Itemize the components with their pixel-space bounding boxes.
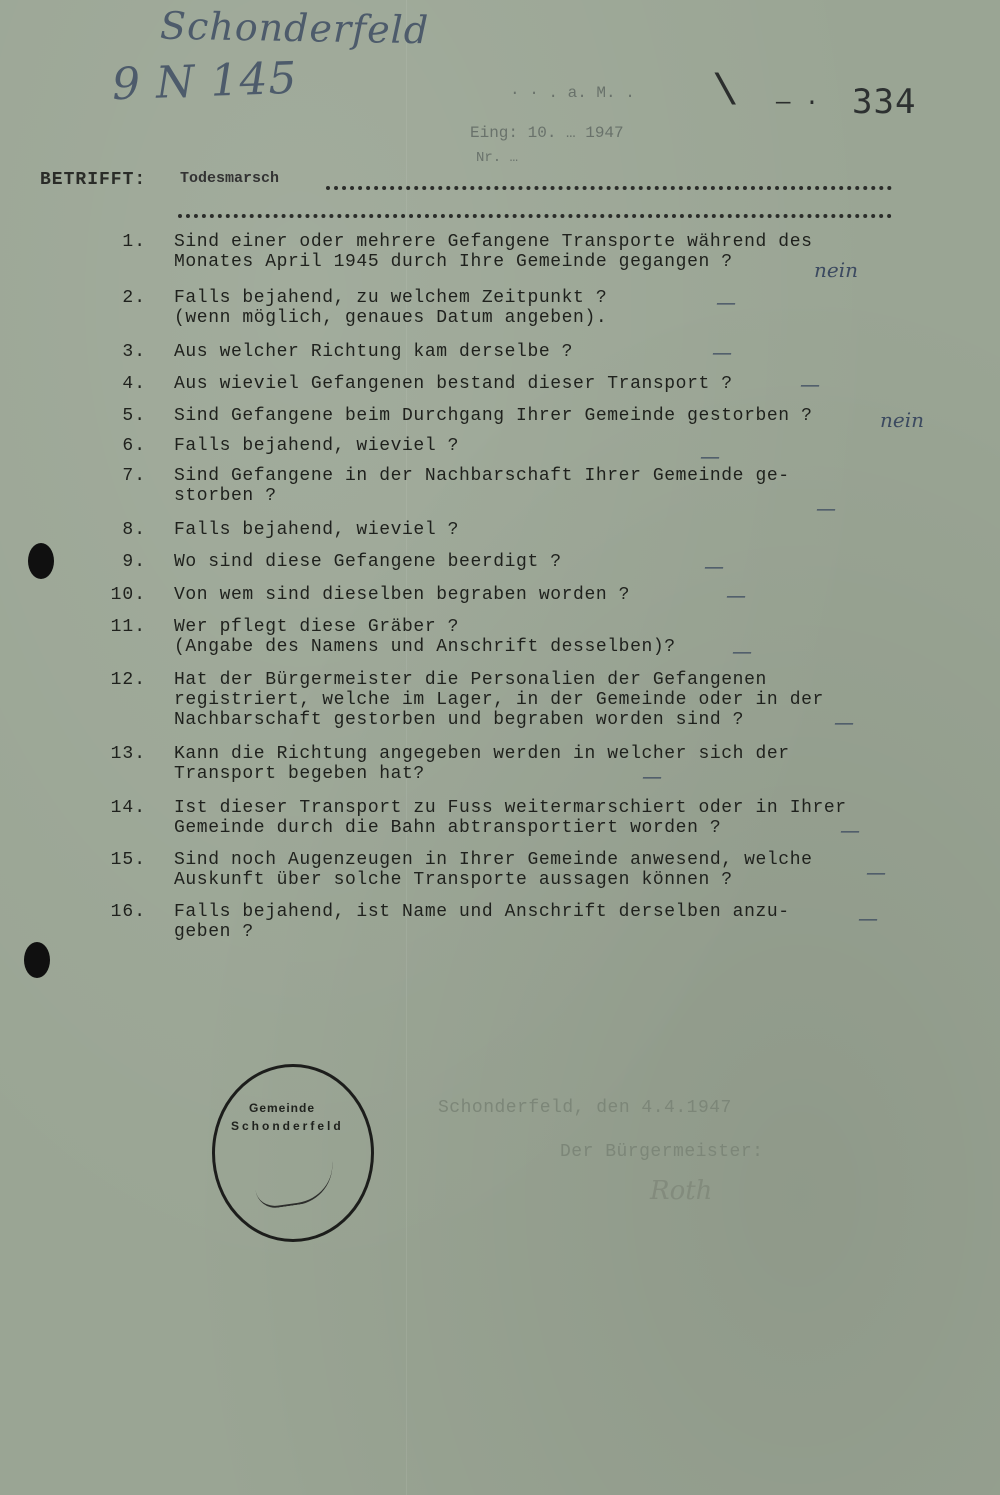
question-answer: — xyxy=(800,372,820,396)
punch-hole xyxy=(28,543,54,579)
subject-label: BETRIFFT: xyxy=(40,170,147,190)
received-stamp-line3: Nr. … xyxy=(476,150,519,166)
mayor-signature: Roth xyxy=(650,1176,713,1206)
question-text: Sind Gefangene in der Nachbarschaft Ihrer Gemeinde ge- storben ? xyxy=(174,466,790,506)
question-text: Falls bejahend, ist Name und Anschrift derselben anzu- geben ? xyxy=(174,902,790,942)
question-number: 11. xyxy=(110,617,146,637)
mayor-title: Der Bürgermeister: xyxy=(560,1142,764,1162)
question-number: 8. xyxy=(122,520,146,540)
question-answer: — xyxy=(834,710,854,734)
question-number: 16. xyxy=(110,902,146,922)
question-answer: — xyxy=(700,444,720,468)
question-number: 15. xyxy=(110,850,146,870)
handwritten-number: 9 N 145 xyxy=(111,52,299,111)
seal-text-line2: Schonderfeld xyxy=(231,1119,344,1133)
seal-signature-scribble xyxy=(252,1158,337,1211)
question-answer: — xyxy=(704,554,724,578)
question-text: Sind einer oder mehrere Gefangene Transporte während des Monates April 1945 durch Ihre Gemeinde gegangen ? xyxy=(174,232,813,272)
question-number: 14. xyxy=(110,798,146,818)
question-text: Wer pflegt diese Gräber ? (Angabe des Namens und Anschrift desselben)? xyxy=(174,617,676,657)
question-text: Aus wieviel Gefangenen bestand dieser Transport ? xyxy=(174,374,733,394)
question-answer: nein xyxy=(880,408,924,432)
question-answer: — xyxy=(866,860,886,884)
slash-mark: \ xyxy=(712,68,739,118)
question-answer: — xyxy=(716,290,736,314)
question-number: 12. xyxy=(110,670,146,690)
question-number: 7. xyxy=(122,466,146,486)
question-text: Sind Gefangene beim Durchgang Ihrer Gemeinde gestorben ? xyxy=(174,406,813,426)
question-number: 5. xyxy=(122,406,146,426)
question-number: 1. xyxy=(122,232,146,252)
question-text: Falls bejahend, zu welchem Zeitpunkt ? (wenn möglich, genaues Datum angeben). xyxy=(174,288,608,328)
question-text: Falls bejahend, wieviel ? xyxy=(174,436,460,456)
question-answer: — xyxy=(712,340,732,364)
question-number: 10. xyxy=(110,585,146,605)
question-text: Ist dieser Transport zu Fuss weitermarschiert oder in Ihrer Gemeinde durch die Bahn abtransportiert worden ? xyxy=(174,798,847,838)
question-answer: — xyxy=(642,764,662,788)
handwritten-place: Schonderfeld xyxy=(159,3,430,53)
question-text: Hat der Bürgermeister die Personalien der Gefangenen registriert, welche im Lager, in der Gemeinde oder in der Nachbarschaft gestorben und begraben worden sind ? xyxy=(174,670,824,730)
place-and-date: Schonderfeld, den 4.4.1947 xyxy=(438,1098,732,1118)
received-stamp-line2: Eing: 10. … 1947 xyxy=(470,124,624,142)
question-number: 6. xyxy=(122,436,146,456)
subject-value: Todesmarsch xyxy=(180,170,280,187)
question-answer: — xyxy=(840,818,860,842)
municipal-seal xyxy=(212,1064,374,1242)
question-number: 2. xyxy=(122,288,146,308)
question-text: Sind noch Augenzeugen in Ihrer Gemeinde anwesend, welche Auskunft über solche Transporte aussagen können ? xyxy=(174,850,813,890)
question-number: 9. xyxy=(122,552,146,572)
question-text: Aus welcher Richtung kam derselbe ? xyxy=(174,342,574,362)
question-text: Wo sind diese Gefangene beerdigt ? xyxy=(174,552,562,572)
seal-text-line1: Gemeinde xyxy=(249,1101,316,1115)
received-stamp-line1: · · . a. M. . xyxy=(510,84,635,102)
question-number: 13. xyxy=(110,744,146,764)
question-answer: — xyxy=(858,906,878,930)
question-answer: — xyxy=(726,583,746,607)
question-text: Falls bejahend, wieviel ? xyxy=(174,520,460,540)
question-text: Von wem sind dieselben begraben worden ? xyxy=(174,585,631,605)
page-number: 334 xyxy=(852,82,917,122)
question-answer: — xyxy=(816,496,836,520)
question-text: Kann die Richtung angegeben werden in welcher sich der Transport begeben hat? xyxy=(174,744,790,784)
dash-mark: — · xyxy=(776,90,820,117)
punch-hole xyxy=(24,942,50,978)
question-number: 3. xyxy=(122,342,146,362)
question-number: 4. xyxy=(122,374,146,394)
question-answer: — xyxy=(732,639,752,663)
question-answer: nein xyxy=(814,258,858,282)
